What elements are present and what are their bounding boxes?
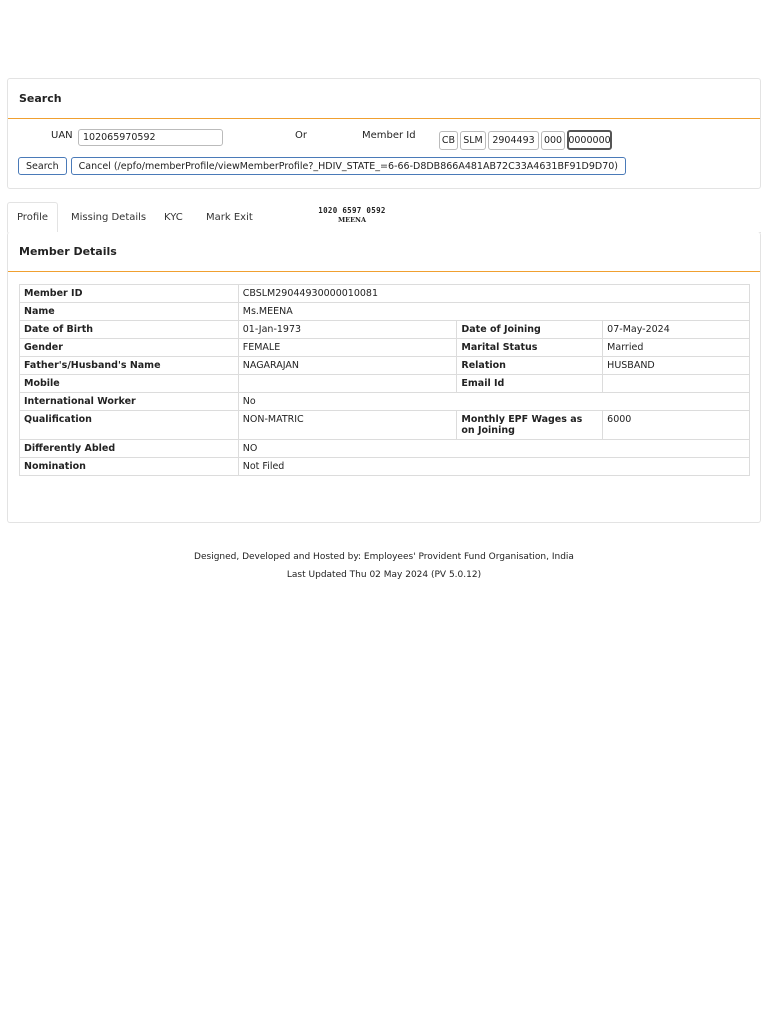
field-value: Not Filed: [238, 458, 749, 476]
field-label: Marital Status: [457, 339, 603, 357]
field-label: Mobile: [20, 375, 239, 393]
member-id-account-input[interactable]: 0000000: [567, 130, 612, 150]
field-value: FEMALE: [238, 339, 457, 357]
member-details-heading: Member Details: [8, 232, 760, 272]
field-label: Name: [20, 303, 239, 321]
member-id-office-input[interactable]: SLM: [460, 131, 486, 150]
field-value: No: [238, 393, 749, 411]
field-label: Father's/Husband's Name: [20, 357, 239, 375]
table-row: [20, 339, 750, 357]
field-label: Qualification: [20, 411, 239, 440]
cancel-button[interactable]: Cancel (/epfo/memberProfile/viewMemberProfile?_HDIV_STATE_=6-66-D8DB866A481AB72C33A4631BF91D9D70): [71, 157, 626, 175]
table-row: [20, 458, 750, 476]
field-label: Member ID: [20, 285, 239, 303]
tab-profile[interactable]: Profile: [7, 202, 58, 233]
member-details-table: [19, 284, 750, 476]
field-label: Gender: [20, 339, 239, 357]
tab-mark-exit[interactable]: Mark Exit: [206, 211, 253, 223]
table-row: [20, 303, 750, 321]
field-value: Married: [603, 339, 750, 357]
search-button[interactable]: Search: [18, 157, 67, 175]
member-id-establishment-input[interactable]: 2904493: [488, 131, 539, 150]
field-value: 01-Jan-1973: [238, 321, 457, 339]
field-label: Date of Joining: [457, 321, 603, 339]
field-label: Relation: [457, 357, 603, 375]
field-value: HUSBAND: [603, 357, 750, 375]
field-label: Differently Abled: [20, 440, 239, 458]
field-value: Ms.MEENA: [238, 303, 749, 321]
field-value: NON-MATRIC: [238, 411, 457, 440]
field-label: International Worker: [20, 393, 239, 411]
table-row: [20, 440, 750, 458]
table-row: [20, 393, 750, 411]
field-value: NAGARAJAN: [238, 357, 457, 375]
footer-credit: Designed, Developed and Hosted by: Employees' Provident Fund Organisation, India: [194, 552, 574, 562]
field-label: Monthly EPF Wages as on Joining: [457, 411, 603, 440]
field-value: [238, 375, 457, 393]
member-id-region-input[interactable]: CB: [439, 131, 458, 150]
field-value: 6000: [603, 411, 750, 440]
table-row: [20, 321, 750, 339]
field-value: NO: [238, 440, 749, 458]
uan-card-name: MEENA: [337, 216, 367, 224]
field-value: CBSLM29044930000010081: [238, 285, 749, 303]
field-value: 07-May-2024: [603, 321, 750, 339]
uan-card-label: [316, 206, 388, 224]
field-value: [603, 375, 750, 393]
search-heading: Search: [8, 79, 760, 119]
search-panel: [7, 78, 761, 189]
uan-input[interactable]: 102065970592: [78, 129, 223, 146]
footer-last-updated: Last Updated Thu 02 May 2024 (PV 5.0.12): [286, 570, 482, 580]
or-label: Or: [295, 130, 307, 141]
member-details-panel: [7, 232, 761, 523]
uan-label: UAN: [51, 130, 73, 141]
table-row: [20, 357, 750, 375]
member-id-extension-input[interactable]: 000: [541, 131, 565, 150]
field-label: Nomination: [20, 458, 239, 476]
member-id-label: Member Id: [362, 130, 416, 141]
tab-kyc[interactable]: KYC: [164, 211, 183, 223]
table-row: [20, 375, 750, 393]
tab-missing-details[interactable]: Missing Details: [71, 211, 147, 223]
field-label: Date of Birth: [20, 321, 239, 339]
field-label: Email Id: [457, 375, 603, 393]
uan-card-number: 1020 6597 0592: [318, 206, 386, 215]
table-row: [20, 411, 750, 440]
table-row: [20, 285, 750, 303]
